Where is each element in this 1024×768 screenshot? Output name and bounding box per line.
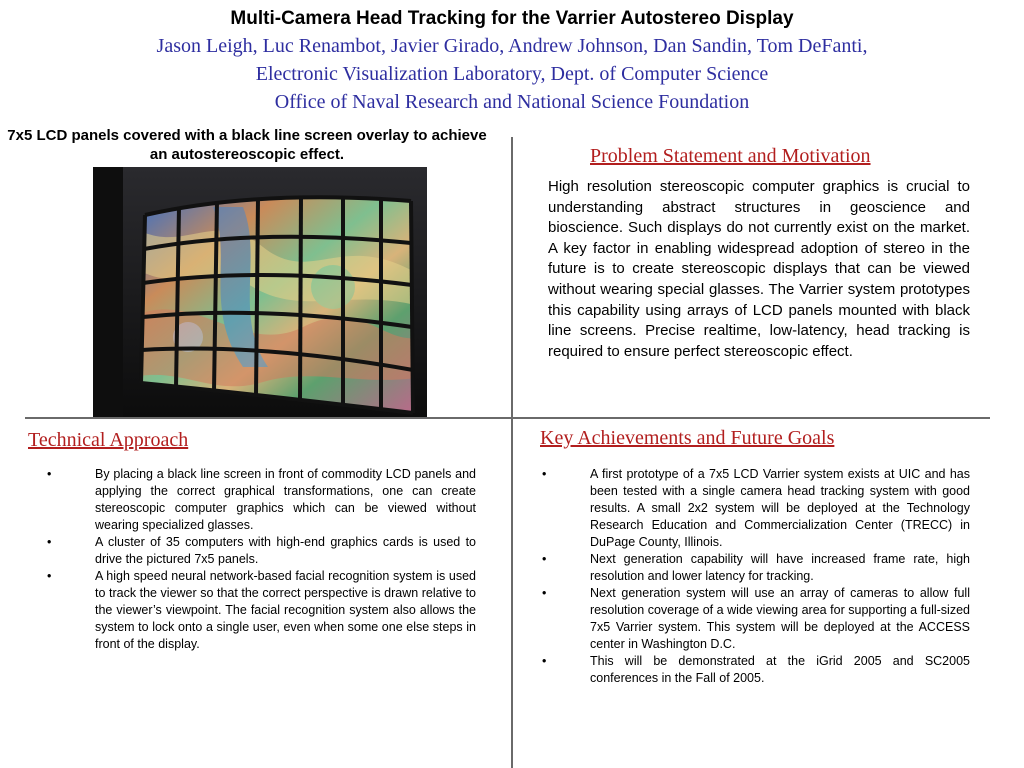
list-item-text: Next generation capability will have increased frame rate, high resolution and lower latency for tracking. <box>590 552 970 583</box>
achievements-bullet-list <box>539 466 970 687</box>
bullet-dot: • <box>47 467 52 481</box>
problem-heading: Problem Statement and Motivation <box>590 145 871 167</box>
problem-text: High resolution stereoscopic computer graphics is crucial to understanding abstract structures in geoscience and bioscience. Such displays do not currently exist on the market. A key factor in enabling widespread adoption of stereo in the future is to create stereoscopic displays that can be viewed without wearing special glasses. The Varrier system prototypes this capability using arrays of LCD panels mounted with black line screens. Precise realtime, low-latency, head tracking is required to ensure perfect stereoscopic effect. <box>548 178 970 360</box>
column-divider <box>511 137 513 768</box>
list-item <box>44 568 476 653</box>
list-item-text: This will be demonstrated at the iGrid 2005 and SC2005 conferences in the Fall of 2005. <box>590 654 970 685</box>
list-item <box>44 534 476 568</box>
list-item <box>539 551 970 585</box>
list-item <box>539 585 970 653</box>
lab-line: Electronic Visualization Laboratory, Dept. of Computer Science <box>255 63 769 85</box>
figure-caption: 7x5 LCD panels covered with a black line screen overlay to achieve an autostereoscopic effect. <box>7 127 487 163</box>
bullet-dot: • <box>47 535 52 549</box>
list-item <box>44 466 476 534</box>
list-item-text: By placing a black line screen in front of commodity LCD panels and applying the correct graphical transformations, one can create stereoscopic computer graphics which can be viewed without wearing specialized glasses. <box>95 467 476 532</box>
bullet-dot: • <box>47 569 52 583</box>
technical-heading: Technical Approach <box>28 429 189 451</box>
achievements-heading: Key Achievements and Future Goals <box>540 427 835 449</box>
list-item-text: Next generation system will use an array of cameras to allow full resolution coverage of a wide viewing area for supporting a full-sized 7x5 Varrier system. This system will be deployed at the ACCESS center in Washington D.C. <box>590 586 970 651</box>
list-item-text: A cluster of 35 computers with high-end graphics cards is used to drive the pictured 7x5 panels. <box>95 535 476 566</box>
room-shadow-left <box>93 167 123 418</box>
list-item-text: A first prototype of a 7x5 LCD Varrier system exists at UIC and has been tested with a single camera head tracking system with good results. A small 2x2 system will be deployed at the Technology Research Education and Commercialization Center (TRECC) in DuPage County, Illinois. <box>590 467 970 549</box>
bullet-dot: • <box>542 467 547 481</box>
bullet-dot: • <box>542 552 547 566</box>
bullet-dot: • <box>542 586 547 600</box>
varrier-display-photo <box>93 167 427 418</box>
varrier-display-illustration <box>93 167 427 418</box>
bullet-dot: • <box>542 654 547 668</box>
list-item <box>539 653 970 687</box>
technical-bullet-list <box>44 466 476 653</box>
map-imagery <box>141 197 413 413</box>
list-item <box>539 466 970 551</box>
authors-line: Jason Leigh, Luc Renambot, Javier Girado, Andrew Johnson, Dan Sandin, Tom DeFanti, <box>156 35 868 57</box>
funding-line: Office of Naval Research and National Science Foundation <box>274 91 750 113</box>
row-divider <box>25 417 990 419</box>
list-item-text: A high speed neural network-based facial recognition system is used to track the viewer so that the correct perspective is drawn relative to the viewer’s viewpoint. The facial recognition system also allows the system to lock onto a single user, even when some one else steps in front of the display. <box>95 569 476 651</box>
poster-title: Multi-Camera Head Tracking for the Varrier Autostereo Display <box>230 8 794 29</box>
